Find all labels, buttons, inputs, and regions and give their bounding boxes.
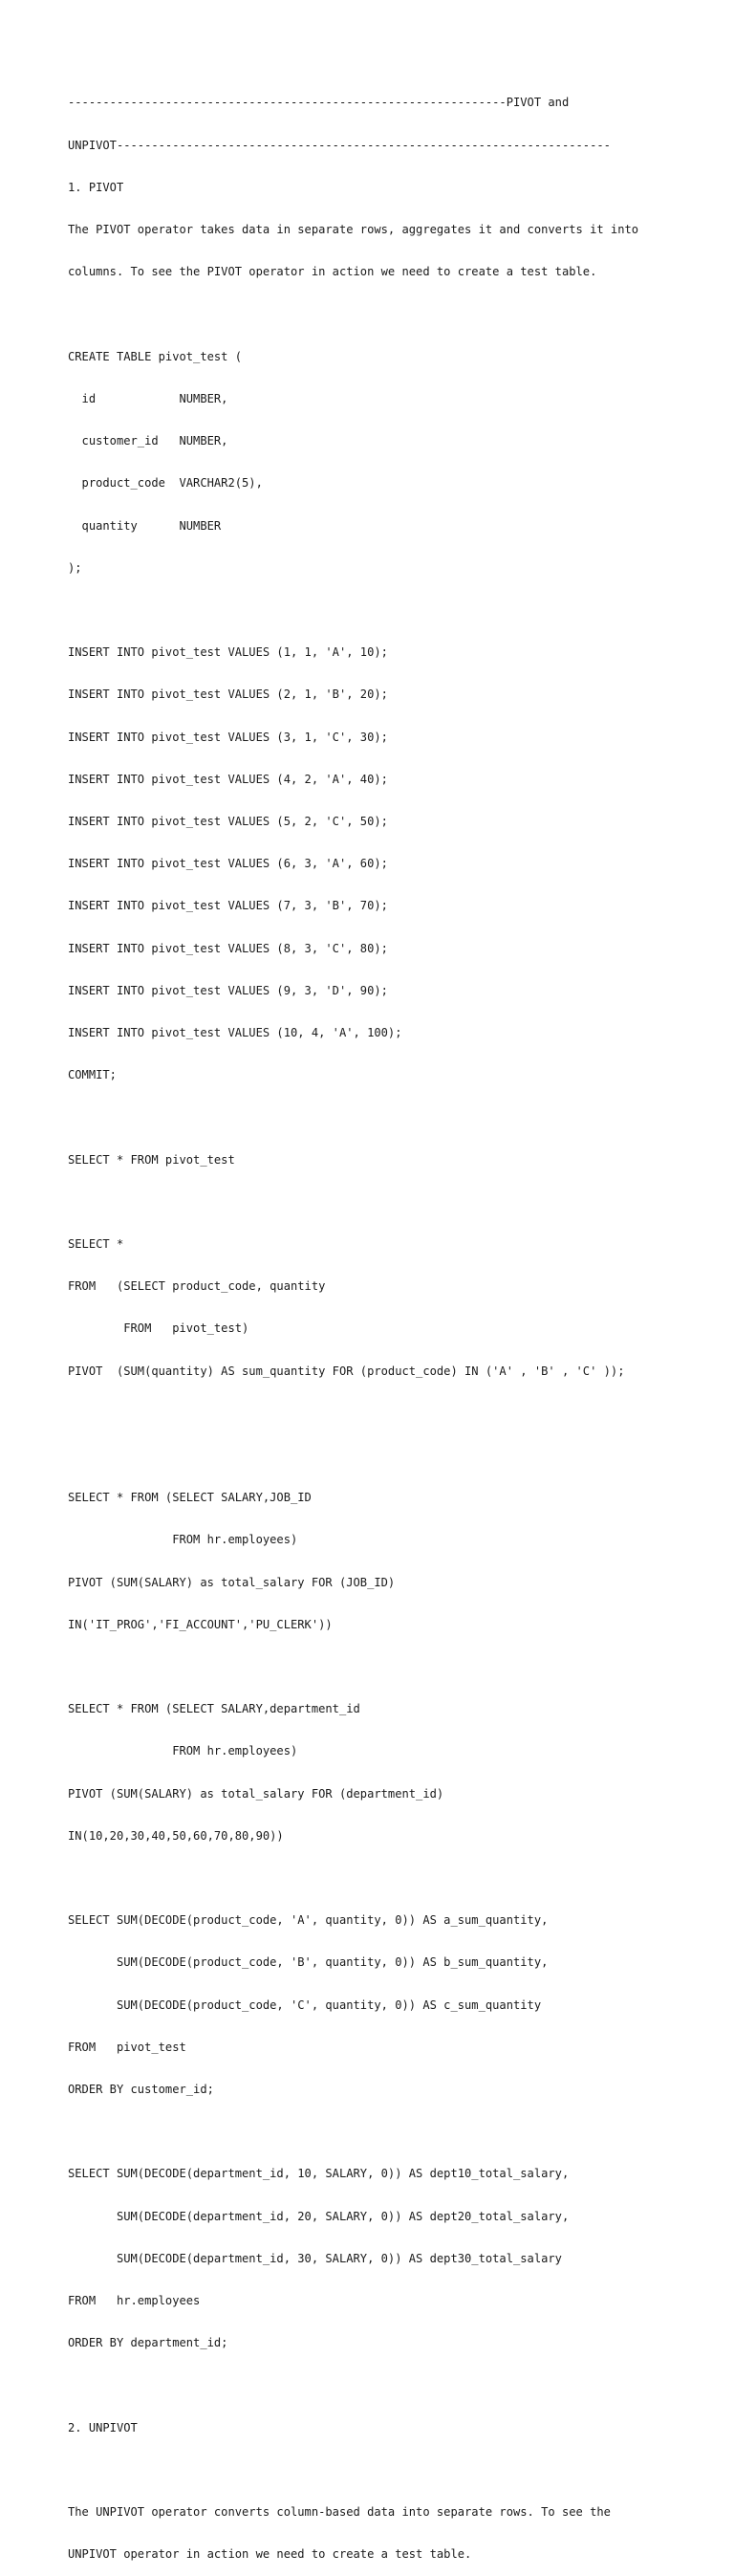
doc-line xyxy=(68,603,699,618)
doc-line: SELECT * FROM (SELECT SALARY,department_id xyxy=(68,1702,360,1716)
doc-line: ---------------------------------------------------------------PIVOT and xyxy=(68,96,570,110)
doc-line xyxy=(68,2463,699,2478)
doc-line: INSERT INTO pivot_test VALUES (8, 3, 'C', 80); xyxy=(68,941,388,955)
doc-line: COMMIT; xyxy=(68,1068,117,1082)
doc-line: INSERT INTO pivot_test VALUES (5, 2, 'C', 50); xyxy=(68,814,388,828)
doc-line xyxy=(68,1195,699,1210)
doc-line: SELECT SUM(DECODE(department_id, 10, SALARY, 0)) AS dept10_total_salary, xyxy=(68,2167,570,2181)
doc-line xyxy=(68,1660,699,1674)
doc-line: UNPIVOT operator in action we need to create a test table. xyxy=(68,2547,472,2562)
doc-line: INSERT INTO pivot_test VALUES (3, 1, 'C', 30); xyxy=(68,730,388,744)
doc-line: IN(10,20,30,40,50,60,70,80,90)) xyxy=(68,1828,284,1843)
doc-line: INSERT INTO pivot_test VALUES (7, 3, 'B', 70); xyxy=(68,899,388,913)
doc-line: INSERT INTO pivot_test VALUES (6, 3, 'A', 60); xyxy=(68,857,388,871)
doc-line: columns. To see the PIVOT operator in action we need to create a test table. xyxy=(68,265,597,279)
doc-line: ORDER BY department_id; xyxy=(68,2336,228,2350)
doc-line: SELECT * FROM pivot_test xyxy=(68,1152,235,1167)
doc-line: The PIVOT operator takes data in separate rows, aggregates it and converts it into xyxy=(68,223,639,237)
doc-line xyxy=(68,1407,699,1421)
doc-line: FROM hr.employees xyxy=(68,2294,201,2308)
doc-line: INSERT INTO pivot_test VALUES (10, 4, 'A', 100); xyxy=(68,1025,402,1039)
doc-line xyxy=(68,307,699,321)
doc-line: 1. PIVOT xyxy=(68,180,124,194)
doc-line: UNPIVOT----------------------------------------------------------------------- xyxy=(68,138,611,152)
doc-line: INSERT INTO pivot_test VALUES (4, 2, 'A', 40); xyxy=(68,772,388,786)
doc-line: ORDER BY customer_id; xyxy=(68,2083,214,2097)
doc-line: FROM hr.employees) xyxy=(68,1744,298,1758)
doc-line: SUM(DECODE(product_code, 'B', quantity, 0)) AS b_sum_quantity, xyxy=(68,1955,549,1970)
doc-line: PIVOT (SUM(SALARY) as total_salary FOR (department_id) xyxy=(68,1786,444,1801)
doc-line: SELECT * FROM (SELECT SALARY,JOB_ID xyxy=(68,1491,312,1505)
doc-line: customer_id NUMBER, xyxy=(68,434,228,448)
doc-line xyxy=(68,2378,699,2392)
doc-line xyxy=(68,1871,699,1886)
doc-line: SUM(DECODE(department_id, 30, SALARY, 0)) AS dept30_total_salary xyxy=(68,2251,562,2265)
doc-line: product_code VARCHAR2(5), xyxy=(68,476,263,491)
doc-line: 2. UNPIVOT xyxy=(68,2420,138,2434)
doc-line: ); xyxy=(68,560,82,575)
doc-line: INSERT INTO pivot_test VALUES (1, 1, 'A', 10); xyxy=(68,645,388,660)
doc-line: The UNPIVOT operator converts column-based data into separate rows. To see the xyxy=(68,2505,611,2520)
doc-line: FROM pivot_test) xyxy=(68,1321,249,1336)
doc-line: SUM(DECODE(department_id, 20, SALARY, 0)) AS dept20_total_salary, xyxy=(68,2209,570,2223)
doc-line: INSERT INTO pivot_test VALUES (2, 1, 'B', 20); xyxy=(68,688,388,702)
doc-line: PIVOT (SUM(quantity) AS sum_quantity FOR (product_code) IN ('A' , 'B' , 'C' )); xyxy=(68,1364,625,1378)
doc-line: SELECT * xyxy=(68,1236,124,1251)
doc-line: SELECT SUM(DECODE(product_code, 'A', quantity, 0)) AS a_sum_quantity, xyxy=(68,1913,549,1928)
doc-line: INSERT INTO pivot_test VALUES (9, 3, 'D', 90); xyxy=(68,983,388,997)
doc-line: SUM(DECODE(product_code, 'C', quantity, 0)) AS c_sum_quantity xyxy=(68,1997,542,2012)
doc-line xyxy=(68,2125,699,2139)
doc-line: CREATE TABLE pivot_test ( xyxy=(68,349,243,363)
document-page xyxy=(68,68,699,2576)
doc-line: quantity NUMBER xyxy=(68,518,222,533)
doc-line: PIVOT (SUM(SALARY) as total_salary FOR (JOB_ID) xyxy=(68,1575,396,1589)
doc-line: FROM pivot_test xyxy=(68,2040,186,2054)
doc-line: id NUMBER, xyxy=(68,391,228,405)
doc-line: FROM hr.employees) xyxy=(68,1533,298,1547)
doc-line xyxy=(68,1449,699,1463)
doc-line: IN('IT_PROG','FI_ACCOUNT','PU_CLERK')) xyxy=(68,1617,333,1631)
doc-line xyxy=(68,1110,699,1124)
doc-line: FROM (SELECT product_code, quantity xyxy=(68,1279,326,1294)
